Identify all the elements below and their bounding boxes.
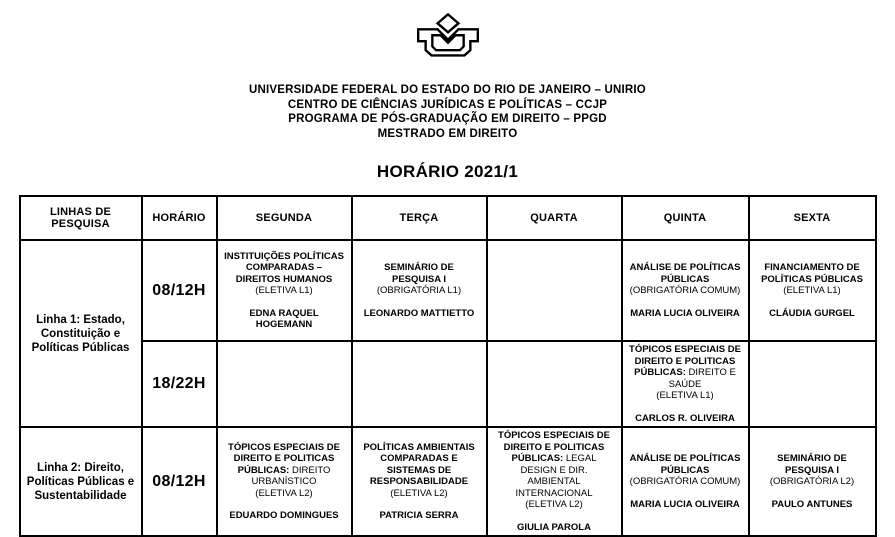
schedule-table [19, 195, 877, 537]
course-title: TÓPICOS ESPECIAIS DE DIREITO E POLITICAS PÚBLICAS: LEGAL DESIGN E DIR. AMBIENTAL INTERNACIONAL [498, 430, 610, 499]
course-title: POLÍTICAS AMBIENTAIS COMPARADAS E SISTEMAS DE RESPONSABILIDADE [363, 441, 475, 487]
empty-cell [487, 341, 622, 427]
course-cell-segunda [217, 427, 352, 536]
unirio-logo-icon [407, 6, 489, 66]
course-title: TÓPICOS ESPECIAIS DE DIREITO E POLITICAS PÚBLICAS: DIREITO URBANÍSTICO [228, 441, 340, 487]
course-teacher: CARLOS R. OLIVEIRA [635, 412, 735, 424]
institution-header [0, 83, 895, 141]
course-teacher: GIULIA PAROLA [517, 521, 591, 533]
institution-line-3: PROGRAMA DE PÓS-GRADUAÇÃO EM DIREITO – PPGD [288, 113, 607, 125]
table-row [20, 341, 876, 427]
table-row [20, 240, 876, 341]
course-teacher: MARIA LUCIA OLIVEIRA [630, 307, 740, 319]
course-type: (ELETIVA L2) [525, 499, 583, 510]
institution-line-1: UNIVERSIDADE FEDERAL DO ESTADO DO RIO DE JANEIRO – UNIRIO [249, 84, 646, 96]
column-header-sexta: SEXTA [749, 196, 876, 240]
course-title: SEMINÁRIO DE PESQUISA I [777, 453, 847, 476]
column-header-horario: HORÁRIO [142, 196, 217, 240]
course-type: (OBRIGATÓRIA L1) [376, 285, 462, 296]
research-line-cell: Linha 1: Estado, Constituição e Políticas Públicas [20, 240, 142, 427]
logo-container [0, 0, 895, 71]
course-teacher: LEONARDO MATTIETTO [363, 307, 475, 319]
course-teacher: PATRICIA SERRA [379, 510, 459, 521]
course-type: (ELETIVA L2) [255, 487, 313, 499]
course-type: (ELETIVA L2) [390, 487, 448, 499]
course-teacher: CLÁUDIA GURGEL [769, 307, 855, 319]
course-title: FINANCIAMENTO DE POLÍTICAS PÚBLICAS [761, 262, 863, 285]
empty-cell [749, 341, 876, 427]
research-line-cell: Linha 2: Direito, Políticas Públicas e Sustentabilidade [20, 427, 142, 536]
course-title: TÓPICOS ESPECIAIS DE DIREITO E POLITICAS PÚBLICAS: DIREITO E SAÚDE [629, 344, 741, 390]
course-type: (ELETIVA L1) [783, 285, 841, 296]
course-cell-sexta [749, 427, 876, 536]
column-header-segunda: SEGUNDA [217, 196, 352, 240]
column-header-terca: TERÇA [352, 196, 487, 240]
course-cell-quinta [622, 240, 749, 341]
empty-cell [352, 341, 487, 427]
course-cell-terca [352, 240, 487, 341]
institution-line-2: CENTRO DE CIÊNCIAS JURÍDICAS E POLÍTICAS – CCJP [287, 98, 608, 111]
column-header-quinta: QUINTA [622, 196, 749, 240]
course-title: SEMINÁRIO DE PESQUISA I [384, 262, 454, 285]
course-cell-segunda [217, 240, 352, 341]
course-teacher: EDNA RAQUEL HOGEMANN [249, 307, 319, 330]
course-cell-quinta [622, 341, 749, 427]
time-slot-cell: 08/12H [142, 427, 217, 536]
course-type: (ELETIVA L1) [656, 390, 714, 401]
course-title: INSTITUIÇÕES POLÍTICAS COMPARADAS – DIREITOS HUMANOS [224, 250, 344, 285]
column-header-linhas: LINHAS DE PESQUISA [20, 196, 142, 240]
course-cell-terca [352, 427, 487, 536]
course-type: (OBRIGATÓRIA COMUM) [629, 285, 741, 296]
course-cell-quarta [487, 427, 622, 536]
course-type: (OBRIGATÓRIA L2) [769, 476, 855, 487]
course-title: ANÁLISE DE POLÍTICAS PÚBLICAS [629, 453, 741, 476]
page-title: HORÁRIO 2021/1 [376, 162, 519, 181]
table-header-row [20, 196, 876, 240]
course-teacher: PAULO ANTUNES [771, 498, 853, 510]
course-type: (ELETIVA L1) [255, 285, 313, 296]
time-slot-cell: 18/22H [142, 341, 217, 427]
course-title: ANÁLISE DE POLÍTICAS PÚBLICAS [629, 262, 741, 285]
institution-line-4: MESTRADO EM DIREITO [377, 127, 518, 140]
table-row [20, 427, 876, 536]
time-slot-cell: 08/12H [142, 240, 217, 341]
course-type: (OBRIGATÓRIA COMUM) [629, 476, 741, 487]
course-teacher: EDUARDO DOMINGUES [229, 510, 339, 521]
course-teacher: MARIA LUCIA OLIVEIRA [630, 498, 740, 510]
column-header-quarta: QUARTA [487, 196, 622, 240]
empty-cell [487, 240, 622, 341]
course-cell-sexta [749, 240, 876, 341]
course-cell-quinta [622, 427, 749, 536]
empty-cell [217, 341, 352, 427]
